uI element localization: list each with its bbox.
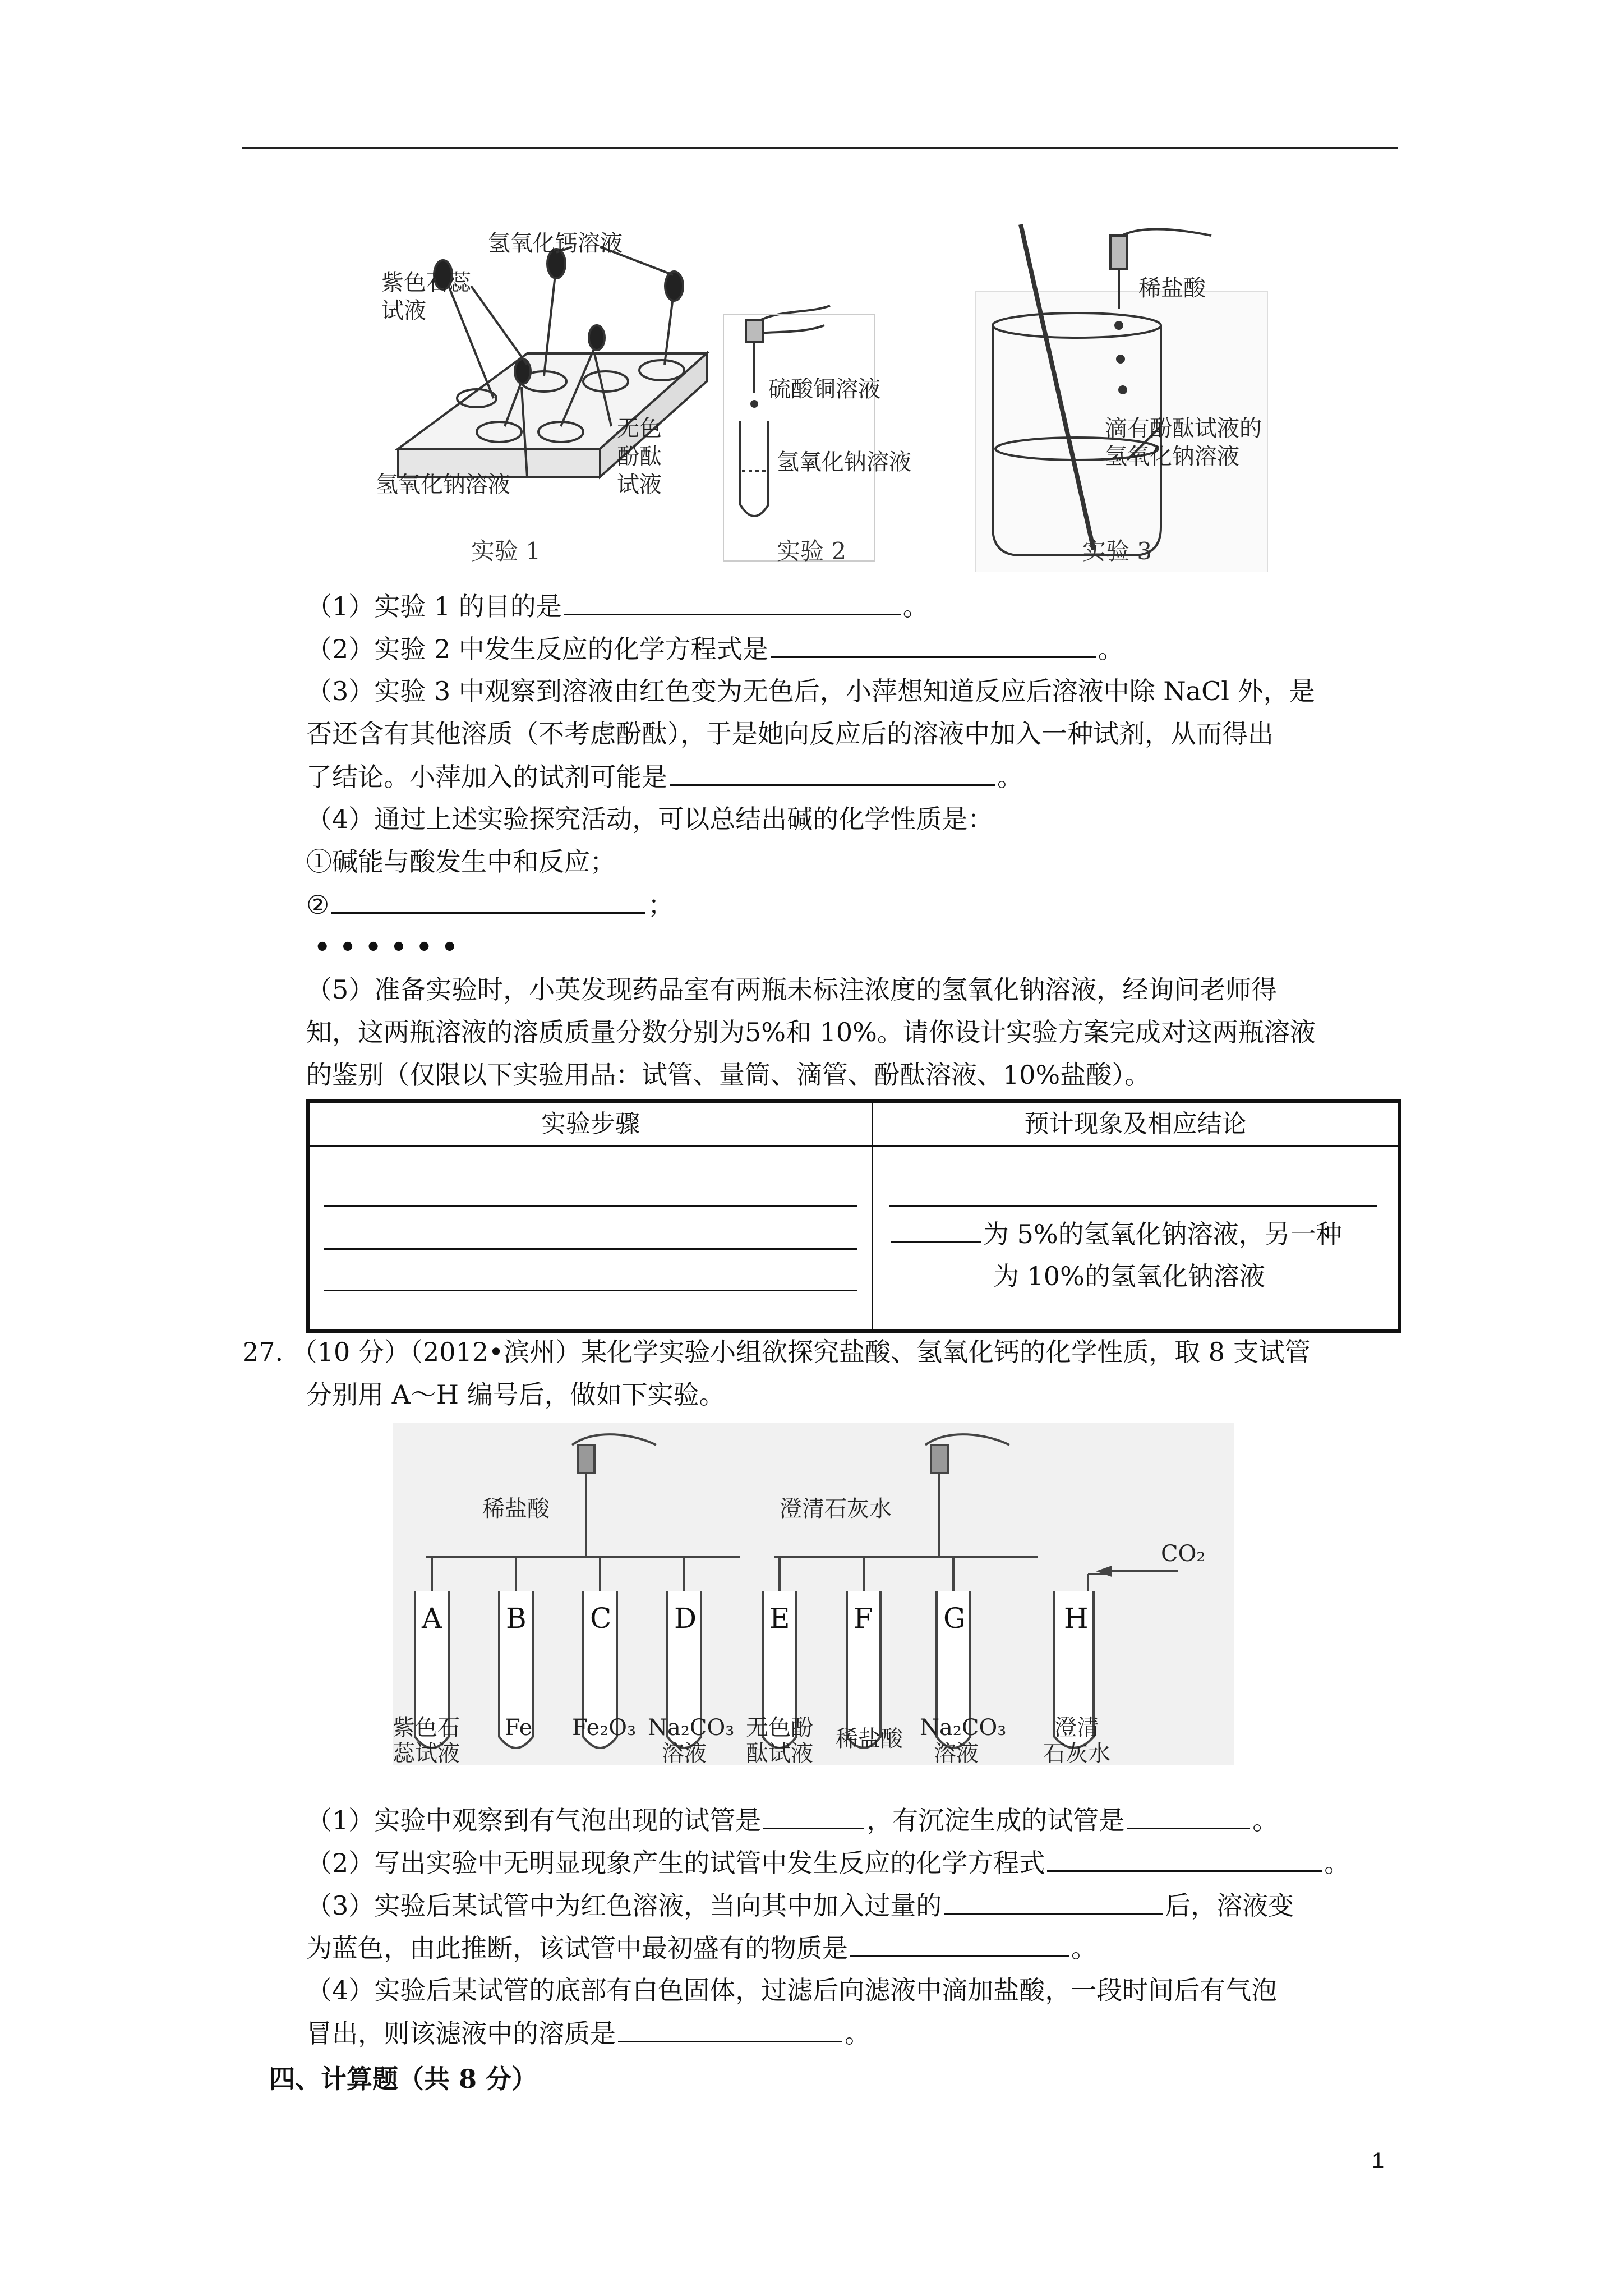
experiment-table — [306, 1099, 1401, 1333]
label-litmus-1: 紫色石蕊 — [381, 270, 471, 296]
answer-blank[interactable] — [618, 2016, 842, 2042]
label-dilute-hcl-dropper: 稀盐酸 — [482, 1496, 550, 1522]
tube-h-label-1: 澄清 — [1054, 1715, 1099, 1741]
page-number: 1 — [1372, 2148, 1385, 2173]
label-litmus-2: 试液 — [381, 298, 426, 324]
tube-letter-g: G — [943, 1602, 966, 1635]
label-phenol-naoh-1: 滴有酚酞试液的 — [1105, 416, 1262, 441]
q26-4-line2: ①碱能与酸发生中和反应； — [306, 846, 616, 877]
test-tubes-drawing — [393, 1423, 1234, 1765]
label-dilute-hcl: 稀盐酸 — [1138, 275, 1206, 301]
table-cell-steps[interactable] — [308, 1147, 873, 1332]
tube-g-label-2: 溶液 — [934, 1741, 979, 1766]
tube-letter-a: A — [422, 1602, 442, 1635]
tube-e-label-2: 酞试液 — [746, 1741, 813, 1766]
tube-g-label-1: Na₂CO₃ — [920, 1715, 1007, 1741]
table-header-steps: 实验步骤 — [308, 1101, 873, 1147]
tube-a-label-2: 蕊试液 — [393, 1741, 460, 1766]
q27-4-line1: （4）实验后某试管的底部有白色固体，过滤后向滤液中滴加盐酸，一段时间后有气泡 — [306, 1975, 1278, 2005]
label-co2: CO₂ — [1161, 1541, 1206, 1567]
label-phenolphthalein-3: 试液 — [617, 472, 662, 498]
answer-blank[interactable] — [331, 887, 645, 914]
tube-h-label-2: 石灰水 — [1043, 1741, 1110, 1766]
label-limewater-dropper: 澄清石灰水 — [780, 1496, 892, 1522]
label-calcium-hydroxide: 氢氧化钙溶液 — [488, 231, 623, 256]
beaker-apparatus — [976, 224, 1267, 572]
tube-d-label-1: Na₂CO₃ — [648, 1715, 735, 1741]
q27-1: （1）实验中观察到有气泡出现的试管是 ，有沉淀生成的试管是 。 — [306, 1803, 1278, 1837]
label-copper-sulfate: 硫酸铜溶液 — [768, 376, 880, 402]
q26-5-line1: （5）准备实验时，小英发现药品室有两瓶未标注浓度的氢氧化钠溶液，经询问老师得 — [306, 974, 1278, 1005]
tube-d-label-2: 溶液 — [662, 1741, 707, 1766]
q26-4-line1: （4）通过上述实验探究活动，可以总结出碱的化学性质是： — [306, 804, 994, 834]
caption-experiment-2: 实验 2 — [777, 537, 847, 565]
answer-blank[interactable] — [763, 1803, 864, 1829]
answer-blank[interactable] — [564, 589, 901, 615]
q26-5-line3: 的鉴别（仅限以下实验用品：试管、量筒、滴管、酚酞溶液、10%盐酸）。 — [306, 1060, 1151, 1090]
tube-letter-c: C — [590, 1602, 612, 1635]
answer-blank[interactable] — [944, 1888, 1163, 1915]
q27-intro-line1: 27. （10 分）（2012•滨州）某化学实验小组欲探究盐酸、氢氧化钙的化学性质，取 8 支试管 — [242, 1337, 1311, 1367]
tube-letter-e: E — [769, 1602, 790, 1635]
label-sodium-hydroxide-2: 氢氧化钠溶液 — [777, 449, 911, 475]
test-tube-apparatus — [723, 306, 875, 561]
label-phenol-naoh-2: 氢氧化钠溶液 — [1105, 444, 1239, 470]
label-sodium-hydroxide: 氢氧化钠溶液 — [376, 472, 510, 498]
q27-2: （2）写出实验中无明显现象产生的试管中发生反应的化学方程式 。 — [306, 1846, 1350, 1880]
answer-blank[interactable] — [771, 632, 1096, 658]
section-4-heading: 四、计算题（共 8 分） — [269, 2064, 538, 2094]
test-tubes-figure — [393, 1423, 1234, 1765]
q26-3-line2: 否还含有其他溶质（不考虑酚酞），于是她向反应后的溶液中加入一种试剂，从而得出 — [306, 719, 1274, 749]
q26-4-line3: ② ； — [306, 887, 674, 922]
tube-b-label-1: Fe — [505, 1715, 533, 1741]
table-cell-results[interactable] — [873, 1147, 1400, 1332]
caption-experiment-3: 实验 3 — [1082, 537, 1152, 565]
q27-intro-line2: 分别用 A～H 编号后，做如下实验。 — [306, 1379, 725, 1410]
q26-5-line2: 知，这两瓶溶液的溶质质量分数分别为5%和 10%。请你设计实验方案完成对这两瓶溶液 — [306, 1017, 1316, 1047]
tube-letter-f: F — [854, 1602, 873, 1635]
answer-blank[interactable] — [670, 760, 995, 786]
tube-letter-h: H — [1064, 1602, 1089, 1635]
conclusion-line2: 为 10%的氢氧化钠溶液 — [993, 1261, 1265, 1291]
tube-letter-b: B — [506, 1602, 527, 1635]
label-phenolphthalein-2: 酚酞 — [617, 444, 662, 470]
q27-3-line2: 为蓝色，由此推断，该试管中最初盛有的物质是 。 — [306, 1931, 1097, 1965]
answer-blank[interactable] — [850, 1931, 1069, 1957]
q27-3-line1: （3）实验后某试管中为红色溶液，当向其中加入过量的 后，溶液变 — [306, 1888, 1294, 1922]
answer-blank[interactable] — [891, 1217, 981, 1243]
tube-a-label-1: 紫色石 — [393, 1715, 460, 1741]
header-rule — [242, 147, 1398, 149]
tube-letter-d: D — [674, 1602, 697, 1635]
conclusion-line1: 为 5%的氢氧化钠溶液，另一种 — [983, 1219, 1342, 1249]
q26-4-dots: • • • • • • — [314, 932, 458, 962]
experiment-figure — [359, 213, 1279, 572]
label-phenolphthalein-1: 无色 — [617, 416, 662, 441]
q26-3-line1: （3）实验 3 中观察到溶液由红色变为无色后，小萍想知道反应后溶液中除 NaCl 外，是 — [306, 676, 1315, 706]
tube-c-label-1: Fe₂O₃ — [572, 1715, 637, 1741]
q27-4-line2: 冒出，则该滤液中的溶质是 。 — [306, 2016, 870, 2050]
tube-e-label-1: 无色酚 — [746, 1715, 813, 1741]
answer-blank[interactable] — [1127, 1803, 1250, 1829]
q26-3-line3: 了结论。小萍加入的试剂可能是 。 — [306, 760, 1023, 794]
caption-experiment-1: 实验 1 — [471, 537, 541, 565]
answer-blank[interactable] — [1047, 1846, 1322, 1872]
q26-2: （2）实验 2 中发生反应的化学方程式是 。 — [306, 632, 1124, 666]
q26-1: （1）实验 1 的目的是 。 — [306, 589, 929, 623]
tube-f-label-1: 稀盐酸 — [836, 1726, 903, 1752]
table-header-results: 预计现象及相应结论 — [873, 1101, 1400, 1147]
